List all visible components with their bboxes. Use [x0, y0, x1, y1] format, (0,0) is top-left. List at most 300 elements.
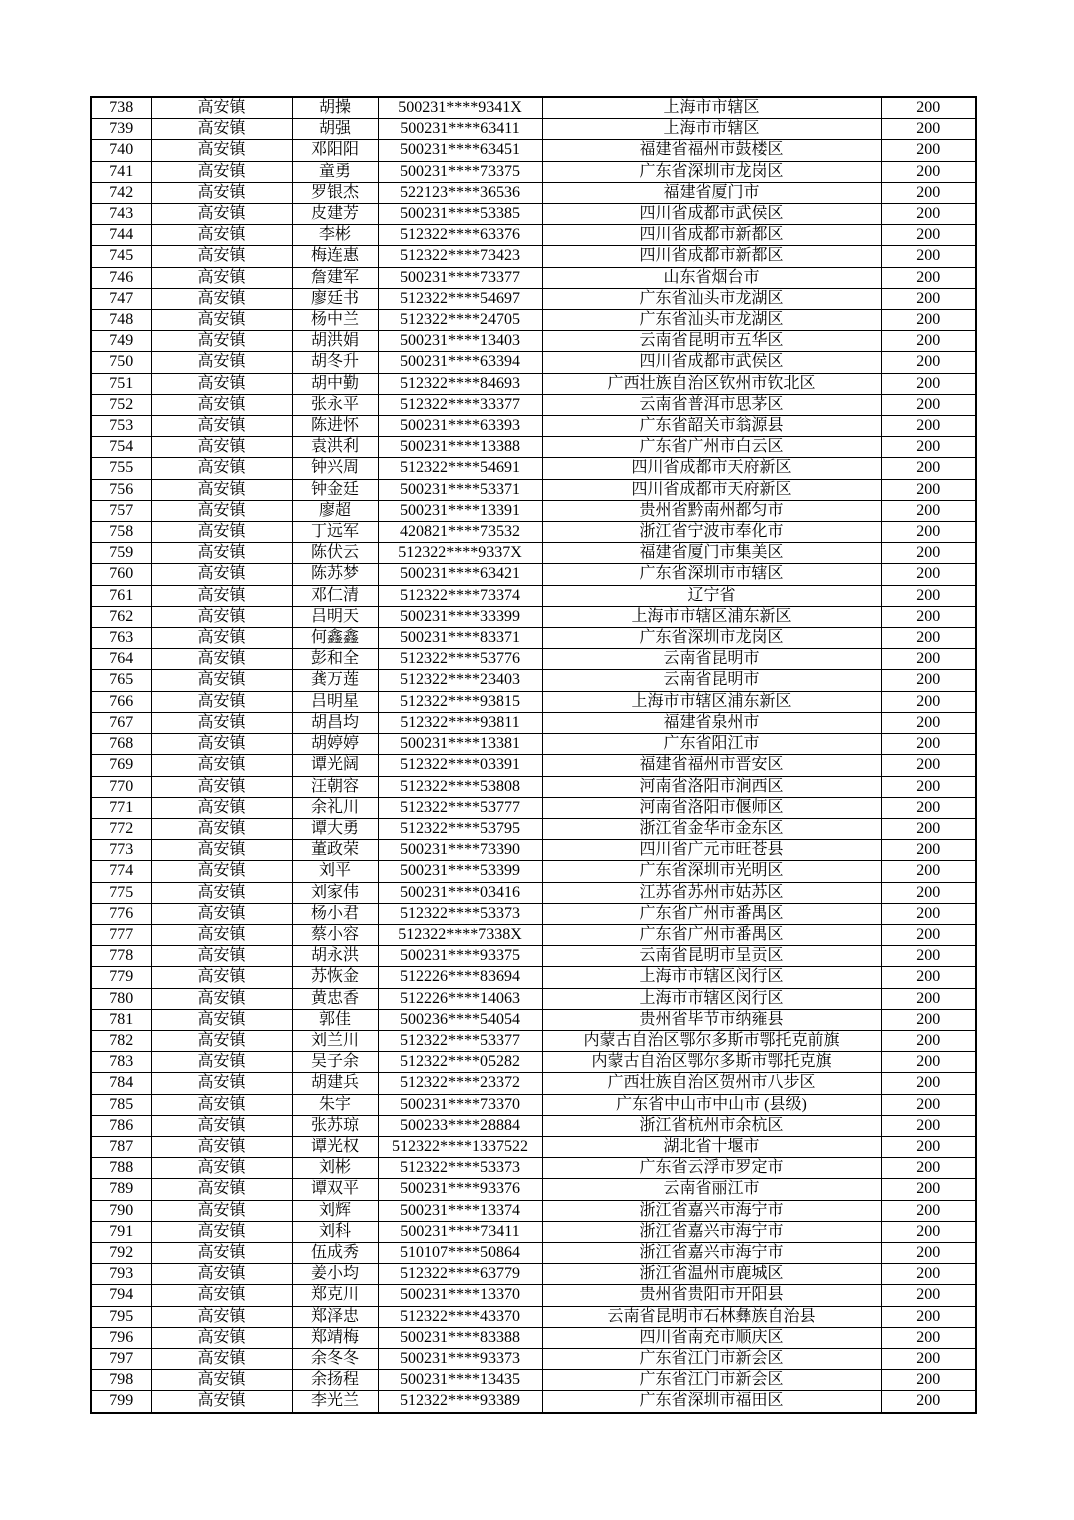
table-row	[91, 628, 976, 649]
row-number-cell: 796	[91, 1327, 151, 1348]
region-cell: 福建省厦门市	[542, 182, 881, 203]
person-name-cell: 余冬冬	[292, 1348, 378, 1369]
row-number-cell: 741	[91, 161, 151, 182]
row-number-cell: 765	[91, 670, 151, 691]
id-number-cell: 500231****63421	[378, 564, 542, 585]
person-name-cell: 胡洪娟	[292, 331, 378, 352]
id-number-cell: 500231****53385	[378, 204, 542, 225]
region-cell: 上海市市辖区	[542, 97, 881, 119]
row-number-cell: 788	[91, 1158, 151, 1179]
person-name-cell: 罗银杰	[292, 182, 378, 203]
town-cell: 高安镇	[151, 352, 292, 373]
region-cell: 四川省成都市天府新区	[542, 458, 881, 479]
town-cell: 高安镇	[151, 988, 292, 1009]
row-number-cell: 799	[91, 1391, 151, 1413]
id-number-cell: 512322****84693	[378, 373, 542, 394]
id-number-cell: 512322****93389	[378, 1391, 542, 1413]
amount-cell: 200	[881, 967, 976, 988]
table-row	[91, 1136, 976, 1157]
table-row	[91, 797, 976, 818]
region-cell: 广东省深圳市福田区	[542, 1391, 881, 1413]
amount-cell: 200	[881, 1052, 976, 1073]
id-number-cell: 500231****93375	[378, 946, 542, 967]
table-row	[91, 543, 976, 564]
id-number-cell: 500231****03416	[378, 882, 542, 903]
region-cell: 浙江省温州市鹿城区	[542, 1264, 881, 1285]
region-cell: 江苏省苏州市姑苏区	[542, 882, 881, 903]
town-cell: 高安镇	[151, 1285, 292, 1306]
amount-cell: 200	[881, 691, 976, 712]
person-name-cell: 梅连惠	[292, 246, 378, 267]
person-name-cell: 皮建芳	[292, 204, 378, 225]
table-row	[91, 670, 976, 691]
table-row	[91, 606, 976, 627]
amount-cell: 200	[881, 712, 976, 733]
region-cell: 山东省烟台市	[542, 267, 881, 288]
person-name-cell: 李彬	[292, 225, 378, 246]
id-number-cell: 512322****23372	[378, 1073, 542, 1094]
region-cell: 河南省洛阳市涧西区	[542, 776, 881, 797]
town-cell: 高安镇	[151, 967, 292, 988]
row-number-cell: 774	[91, 861, 151, 882]
person-name-cell: 廖廷书	[292, 288, 378, 309]
table-row	[91, 1200, 976, 1221]
table-row	[91, 1115, 976, 1136]
id-number-cell: 512226****83694	[378, 967, 542, 988]
region-cell: 四川省成都市天府新区	[542, 479, 881, 500]
row-number-cell: 772	[91, 818, 151, 839]
amount-cell: 200	[881, 649, 976, 670]
region-cell: 福建省福州市鼓楼区	[542, 140, 881, 161]
table-row	[91, 818, 976, 839]
id-number-cell: 512322****73374	[378, 585, 542, 606]
town-cell: 高安镇	[151, 1200, 292, 1221]
person-name-cell: 胡婷婷	[292, 734, 378, 755]
town-cell: 高安镇	[151, 1009, 292, 1030]
table-row	[91, 1009, 976, 1030]
person-name-cell: 龚万莲	[292, 670, 378, 691]
region-cell: 浙江省嘉兴市海宁市	[542, 1221, 881, 1242]
town-cell: 高安镇	[151, 1030, 292, 1051]
id-number-cell: 512322****54697	[378, 288, 542, 309]
row-number-cell: 779	[91, 967, 151, 988]
person-name-cell: 苏恢金	[292, 967, 378, 988]
amount-cell: 200	[881, 861, 976, 882]
table-row	[91, 1242, 976, 1263]
table-row	[91, 882, 976, 903]
region-cell: 内蒙古自治区鄂尔多斯市鄂托克前旗	[542, 1030, 881, 1051]
table-row	[91, 946, 976, 967]
row-number-cell: 749	[91, 331, 151, 352]
amount-cell: 200	[881, 416, 976, 437]
amount-cell: 200	[881, 924, 976, 945]
id-number-cell: 500231****63451	[378, 140, 542, 161]
row-number-cell: 770	[91, 776, 151, 797]
record-table-body	[91, 97, 976, 1413]
id-number-cell: 420821****73532	[378, 522, 542, 543]
person-name-cell: 蔡小容	[292, 924, 378, 945]
amount-cell: 200	[881, 373, 976, 394]
id-number-cell: 500231****73370	[378, 1094, 542, 1115]
id-number-cell: 500231****83371	[378, 628, 542, 649]
amount-cell: 200	[881, 1136, 976, 1157]
row-number-cell: 768	[91, 734, 151, 755]
town-cell: 高安镇	[151, 331, 292, 352]
person-name-cell: 吴子余	[292, 1052, 378, 1073]
region-cell: 浙江省杭州市余杭区	[542, 1115, 881, 1136]
town-cell: 高安镇	[151, 564, 292, 585]
id-number-cell: 500231****13388	[378, 437, 542, 458]
town-cell: 高安镇	[151, 1306, 292, 1327]
id-number-cell: 512322****05282	[378, 1052, 542, 1073]
town-cell: 高安镇	[151, 1370, 292, 1391]
amount-cell: 200	[881, 1221, 976, 1242]
amount-cell: 200	[881, 1115, 976, 1136]
person-name-cell: 谭大勇	[292, 818, 378, 839]
region-cell: 广东省江门市新会区	[542, 1370, 881, 1391]
row-number-cell: 751	[91, 373, 151, 394]
table-row	[91, 437, 976, 458]
amount-cell: 200	[881, 182, 976, 203]
row-number-cell: 777	[91, 924, 151, 945]
id-number-cell: 512322****53373	[378, 1158, 542, 1179]
table-row	[91, 1264, 976, 1285]
row-number-cell: 755	[91, 458, 151, 479]
person-name-cell: 刘兰川	[292, 1030, 378, 1051]
table-row	[91, 1052, 976, 1073]
region-cell: 上海市市辖区闵行区	[542, 988, 881, 1009]
table-row	[91, 479, 976, 500]
town-cell: 高安镇	[151, 649, 292, 670]
table-row	[91, 267, 976, 288]
town-cell: 高安镇	[151, 140, 292, 161]
row-number-cell: 794	[91, 1285, 151, 1306]
table-row	[91, 1073, 976, 1094]
row-number-cell: 766	[91, 691, 151, 712]
id-number-cell: 500231****73377	[378, 267, 542, 288]
row-number-cell: 760	[91, 564, 151, 585]
table-row	[91, 691, 976, 712]
amount-cell: 200	[881, 97, 976, 119]
region-cell: 广西壮族自治区贺州市八步区	[542, 1073, 881, 1094]
id-number-cell: 512322****23403	[378, 670, 542, 691]
person-name-cell: 彭和全	[292, 649, 378, 670]
region-cell: 浙江省宁波市奉化市	[542, 522, 881, 543]
person-name-cell: 胡冬升	[292, 352, 378, 373]
amount-cell: 200	[881, 818, 976, 839]
table-row	[91, 225, 976, 246]
town-cell: 高安镇	[151, 500, 292, 521]
row-number-cell: 797	[91, 1348, 151, 1369]
town-cell: 高安镇	[151, 1073, 292, 1094]
town-cell: 高安镇	[151, 1158, 292, 1179]
person-name-cell: 董政荣	[292, 840, 378, 861]
id-number-cell: 512322****43370	[378, 1306, 542, 1327]
person-name-cell: 杨小君	[292, 903, 378, 924]
row-number-cell: 791	[91, 1221, 151, 1242]
person-name-cell: 余礼川	[292, 797, 378, 818]
row-number-cell: 783	[91, 1052, 151, 1073]
id-number-cell: 522123****36536	[378, 182, 542, 203]
row-number-cell: 759	[91, 543, 151, 564]
id-number-cell: 500231****63393	[378, 416, 542, 437]
row-number-cell: 775	[91, 882, 151, 903]
id-number-cell: 500231****73411	[378, 1221, 542, 1242]
amount-cell: 200	[881, 946, 976, 967]
table-row	[91, 903, 976, 924]
row-number-cell: 745	[91, 246, 151, 267]
table-row	[91, 1370, 976, 1391]
person-name-cell: 陈进怀	[292, 416, 378, 437]
row-number-cell: 793	[91, 1264, 151, 1285]
table-row	[91, 522, 976, 543]
town-cell: 高安镇	[151, 861, 292, 882]
town-cell: 高安镇	[151, 628, 292, 649]
region-cell: 广东省中山市中山市 (县级)	[542, 1094, 881, 1115]
row-number-cell: 750	[91, 352, 151, 373]
person-name-cell: 胡操	[292, 97, 378, 119]
person-name-cell: 余扬程	[292, 1370, 378, 1391]
table-row	[91, 500, 976, 521]
town-cell: 高安镇	[151, 458, 292, 479]
amount-cell: 200	[881, 670, 976, 691]
amount-cell: 200	[881, 543, 976, 564]
region-cell: 内蒙古自治区鄂尔多斯市鄂托克旗	[542, 1052, 881, 1073]
table-row	[91, 564, 976, 585]
id-number-cell: 512322****54691	[378, 458, 542, 479]
amount-cell: 200	[881, 1094, 976, 1115]
row-number-cell: 739	[91, 119, 151, 140]
id-number-cell: 512322****33377	[378, 394, 542, 415]
amount-cell: 200	[881, 1348, 976, 1369]
person-name-cell: 刘辉	[292, 1200, 378, 1221]
amount-cell: 200	[881, 246, 976, 267]
amount-cell: 200	[881, 479, 976, 500]
person-name-cell: 詹建军	[292, 267, 378, 288]
town-cell: 高安镇	[151, 119, 292, 140]
table-row	[91, 352, 976, 373]
region-cell: 福建省福州市晋安区	[542, 755, 881, 776]
table-row	[91, 1221, 976, 1242]
amount-cell: 200	[881, 564, 976, 585]
town-cell: 高安镇	[151, 267, 292, 288]
person-name-cell: 胡建兵	[292, 1073, 378, 1094]
id-number-cell: 500231****73390	[378, 840, 542, 861]
person-name-cell: 刘平	[292, 861, 378, 882]
row-number-cell: 792	[91, 1242, 151, 1263]
amount-cell: 200	[881, 1200, 976, 1221]
table-row	[91, 97, 976, 119]
person-name-cell: 谭双平	[292, 1179, 378, 1200]
town-cell: 高安镇	[151, 818, 292, 839]
table-row	[91, 755, 976, 776]
region-cell: 云南省昆明市石林彝族自治县	[542, 1306, 881, 1327]
town-cell: 高安镇	[151, 1242, 292, 1263]
table-row	[91, 967, 976, 988]
id-number-cell: 512322****53808	[378, 776, 542, 797]
town-cell: 高安镇	[151, 1221, 292, 1242]
id-number-cell: 500231****93376	[378, 1179, 542, 1200]
row-number-cell: 778	[91, 946, 151, 967]
row-number-cell: 769	[91, 755, 151, 776]
town-cell: 高安镇	[151, 437, 292, 458]
person-name-cell: 郑克川	[292, 1285, 378, 1306]
amount-cell: 200	[881, 585, 976, 606]
town-cell: 高安镇	[151, 1391, 292, 1413]
region-cell: 四川省成都市武侯区	[542, 352, 881, 373]
region-cell: 广东省广州市番禺区	[542, 924, 881, 945]
region-cell: 浙江省嘉兴市海宁市	[542, 1200, 881, 1221]
region-cell: 云南省昆明市呈贡区	[542, 946, 881, 967]
amount-cell: 200	[881, 500, 976, 521]
amount-cell: 200	[881, 882, 976, 903]
amount-cell: 200	[881, 1327, 976, 1348]
town-cell: 高安镇	[151, 288, 292, 309]
amount-cell: 200	[881, 204, 976, 225]
town-cell: 高安镇	[151, 373, 292, 394]
row-number-cell: 780	[91, 988, 151, 1009]
table-row	[91, 776, 976, 797]
amount-cell: 200	[881, 755, 976, 776]
person-name-cell: 谭光阔	[292, 755, 378, 776]
row-number-cell: 771	[91, 797, 151, 818]
row-number-cell: 744	[91, 225, 151, 246]
town-cell: 高安镇	[151, 522, 292, 543]
id-number-cell: 500231****13391	[378, 500, 542, 521]
person-name-cell: 朱宇	[292, 1094, 378, 1115]
town-cell: 高安镇	[151, 1179, 292, 1200]
region-cell: 广西壮族自治区钦州市钦北区	[542, 373, 881, 394]
person-name-cell: 郑泽忠	[292, 1306, 378, 1327]
amount-cell: 200	[881, 797, 976, 818]
table-row	[91, 119, 976, 140]
region-cell: 云南省昆明市	[542, 670, 881, 691]
id-number-cell: 500231****93373	[378, 1348, 542, 1369]
table-row	[91, 734, 976, 755]
town-cell: 高安镇	[151, 1094, 292, 1115]
town-cell: 高安镇	[151, 691, 292, 712]
id-number-cell: 500231****13374	[378, 1200, 542, 1221]
table-row	[91, 585, 976, 606]
town-cell: 高安镇	[151, 903, 292, 924]
region-cell: 广东省汕头市龙湖区	[542, 310, 881, 331]
amount-cell: 200	[881, 1306, 976, 1327]
row-number-cell: 785	[91, 1094, 151, 1115]
amount-cell: 200	[881, 1009, 976, 1030]
amount-cell: 200	[881, 458, 976, 479]
row-number-cell: 742	[91, 182, 151, 203]
id-number-cell: 500231****53371	[378, 479, 542, 500]
table-row	[91, 331, 976, 352]
person-name-cell: 刘家伟	[292, 882, 378, 903]
amount-cell: 200	[881, 522, 976, 543]
row-number-cell: 773	[91, 840, 151, 861]
region-cell: 广东省江门市新会区	[542, 1348, 881, 1369]
table-row	[91, 204, 976, 225]
town-cell: 高安镇	[151, 394, 292, 415]
row-number-cell: 754	[91, 437, 151, 458]
person-name-cell: 吕明天	[292, 606, 378, 627]
person-name-cell: 陈苏梦	[292, 564, 378, 585]
region-cell: 云南省昆明市五华区	[542, 331, 881, 352]
amount-cell: 200	[881, 267, 976, 288]
region-cell: 上海市市辖区浦东新区	[542, 606, 881, 627]
region-cell: 广东省深圳市光明区	[542, 861, 881, 882]
row-number-cell: 786	[91, 1115, 151, 1136]
table-row	[91, 458, 976, 479]
record-table	[90, 96, 977, 1414]
town-cell: 高安镇	[151, 1136, 292, 1157]
row-number-cell: 738	[91, 97, 151, 119]
id-number-cell: 510107****50864	[378, 1242, 542, 1263]
id-number-cell: 500231****63394	[378, 352, 542, 373]
person-name-cell: 姜小均	[292, 1264, 378, 1285]
table-row	[91, 1285, 976, 1306]
region-cell: 四川省成都市新都区	[542, 246, 881, 267]
id-number-cell: 512322****7338X	[378, 924, 542, 945]
person-name-cell: 丁远军	[292, 522, 378, 543]
person-name-cell: 吕明星	[292, 691, 378, 712]
table-row	[91, 1391, 976, 1413]
row-number-cell: 764	[91, 649, 151, 670]
id-number-cell: 500233****28884	[378, 1115, 542, 1136]
person-name-cell: 谭光权	[292, 1136, 378, 1157]
region-cell: 四川省成都市新都区	[542, 225, 881, 246]
person-name-cell: 李光兰	[292, 1391, 378, 1413]
person-name-cell: 汪朝容	[292, 776, 378, 797]
id-number-cell: 512226****14063	[378, 988, 542, 1009]
row-number-cell: 758	[91, 522, 151, 543]
person-name-cell: 胡强	[292, 119, 378, 140]
amount-cell: 200	[881, 606, 976, 627]
table-row	[91, 861, 976, 882]
amount-cell: 200	[881, 1073, 976, 1094]
amount-cell: 200	[881, 1370, 976, 1391]
table-row	[91, 140, 976, 161]
town-cell: 高安镇	[151, 1115, 292, 1136]
region-cell: 广东省深圳市龙岗区	[542, 161, 881, 182]
table-row	[91, 988, 976, 1009]
id-number-cell: 512322****53776	[378, 649, 542, 670]
region-cell: 四川省广元市旺苍县	[542, 840, 881, 861]
region-cell: 福建省厦门市集美区	[542, 543, 881, 564]
town-cell: 高安镇	[151, 225, 292, 246]
region-cell: 湖北省十堰市	[542, 1136, 881, 1157]
id-number-cell: 512322****53795	[378, 818, 542, 839]
row-number-cell: 782	[91, 1030, 151, 1051]
person-name-cell: 何鑫鑫	[292, 628, 378, 649]
amount-cell: 200	[881, 1285, 976, 1306]
row-number-cell: 757	[91, 500, 151, 521]
id-number-cell: 500231****13435	[378, 1370, 542, 1391]
region-cell: 贵州省贵阳市开阳县	[542, 1285, 881, 1306]
table-row	[91, 712, 976, 733]
region-cell: 广东省深圳市龙岗区	[542, 628, 881, 649]
town-cell: 高安镇	[151, 479, 292, 500]
amount-cell: 200	[881, 161, 976, 182]
town-cell: 高安镇	[151, 712, 292, 733]
id-number-cell: 512322****53373	[378, 903, 542, 924]
amount-cell: 200	[881, 225, 976, 246]
id-number-cell: 500231****53399	[378, 861, 542, 882]
table-row	[91, 161, 976, 182]
person-name-cell: 陈伏云	[292, 543, 378, 564]
person-name-cell: 钟兴周	[292, 458, 378, 479]
table-row	[91, 1030, 976, 1051]
row-number-cell: 746	[91, 267, 151, 288]
id-number-cell: 500231****73375	[378, 161, 542, 182]
town-cell: 高安镇	[151, 670, 292, 691]
